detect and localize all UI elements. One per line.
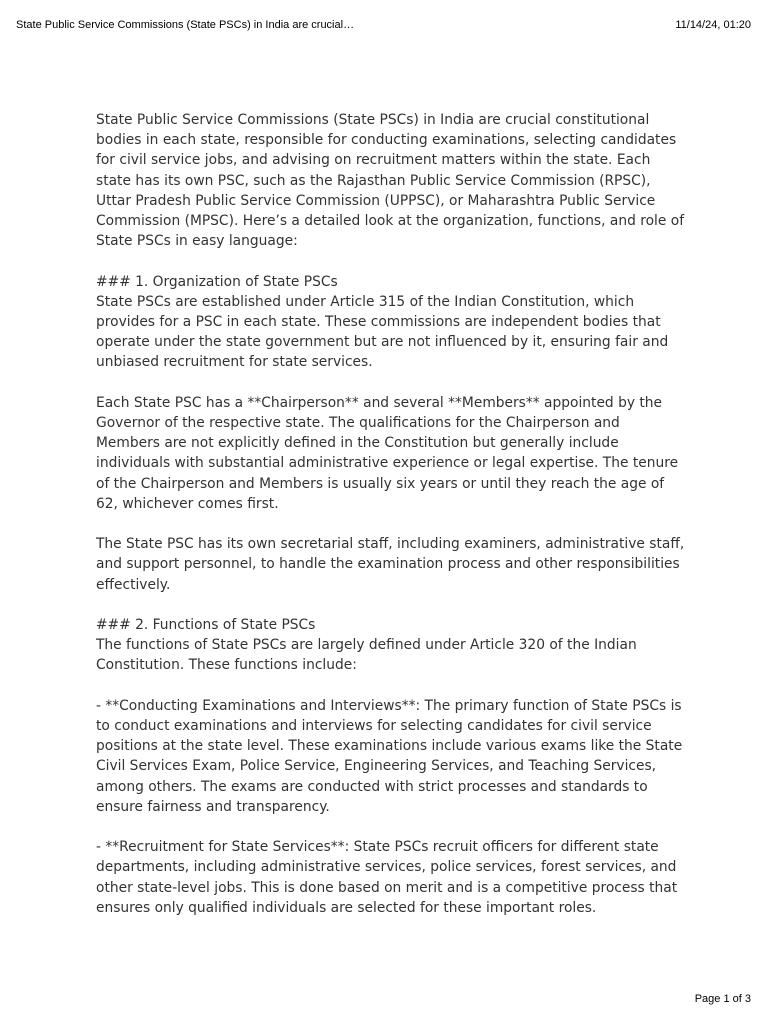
section-heading-functions: ### 2. Functions of State PSCs (96, 617, 316, 634)
page-number: Page 1 of 3 (694, 993, 751, 1005)
functions-bullet-recruitment: - **Recruitment for State Services**: State PSCs recruit officers for different state departments, including administrative services, police services, forest services, and other state-level jobs. This is done based on merit and is a competitive process that ensures only qualified individuals are selected for these important roles. (96, 839, 678, 916)
print-header (0, 0, 768, 52)
functions-bullet-examinations: - **Conducting Examinations and Interviews**: The primary function of State PSCs is to conduct examinations and interviews for selecting candidates for civil service positions at the state level. These examinations include various exams like the State Civil Services Exam, Police Service, Engineering Services, and Teaching Services, among others. The exams are conducted with strict processes and standards to ensure fairness and transparency. (96, 697, 683, 815)
section-heading-organization: ### 1. Organization of State PSCs (96, 273, 338, 290)
organization-paragraph-1: State PSCs are established under Article 315 of the Indian Constitution, which provides for a PSC in each state. These commissions are independent bodies that operate under the state government but are not influenced by it, ensuring fair and unbiased recruitment for state services. (96, 293, 669, 371)
document-body (96, 110, 686, 938)
organization-paragraph-2: Each State PSC has a **Chairperson** and several **Members** appointed by the Governor of the respective state. The qualifications for the Chairperson and Members are not explicitly defined in the Constitution but generally include individuals with substantial administrative experience or legal expertise. The tenure of the Chairperson and Members is usually six years or until they reach the age of 62, whichever comes first. (96, 394, 679, 512)
intro-paragraph: State Public Service Commissions (State PSCs) in India are crucial constitutional bodies in each state, responsible for conducting examinations, selecting candidates for civil service jobs, and advising on recruitment matters within the state. Each state has its own PSC, such as the Rajasthan Public Service Commission (RPSC), Uttar Pradesh Public Service Commission (UPPSC), or Maharashtra Public Service Commission (MPSC). Here’s a detailed look at the organization, functions, and role of State PSCs in easy language: (96, 112, 685, 250)
organization-paragraph-3: The State PSC has its own secretarial staff, including examiners, administrative staff, and support personnel, to handle the examination process and other responsibilities effectively. (96, 536, 685, 593)
document-title: State Public Service Commissions (State PSCs) in India are crucial… (16, 19, 355, 31)
print-datetime: 11/14/24, 01:20 (675, 19, 751, 31)
functions-paragraph-1: The functions of State PSCs are largely defined under Article 320 of the Indian Constitution. These functions include: (96, 637, 637, 674)
